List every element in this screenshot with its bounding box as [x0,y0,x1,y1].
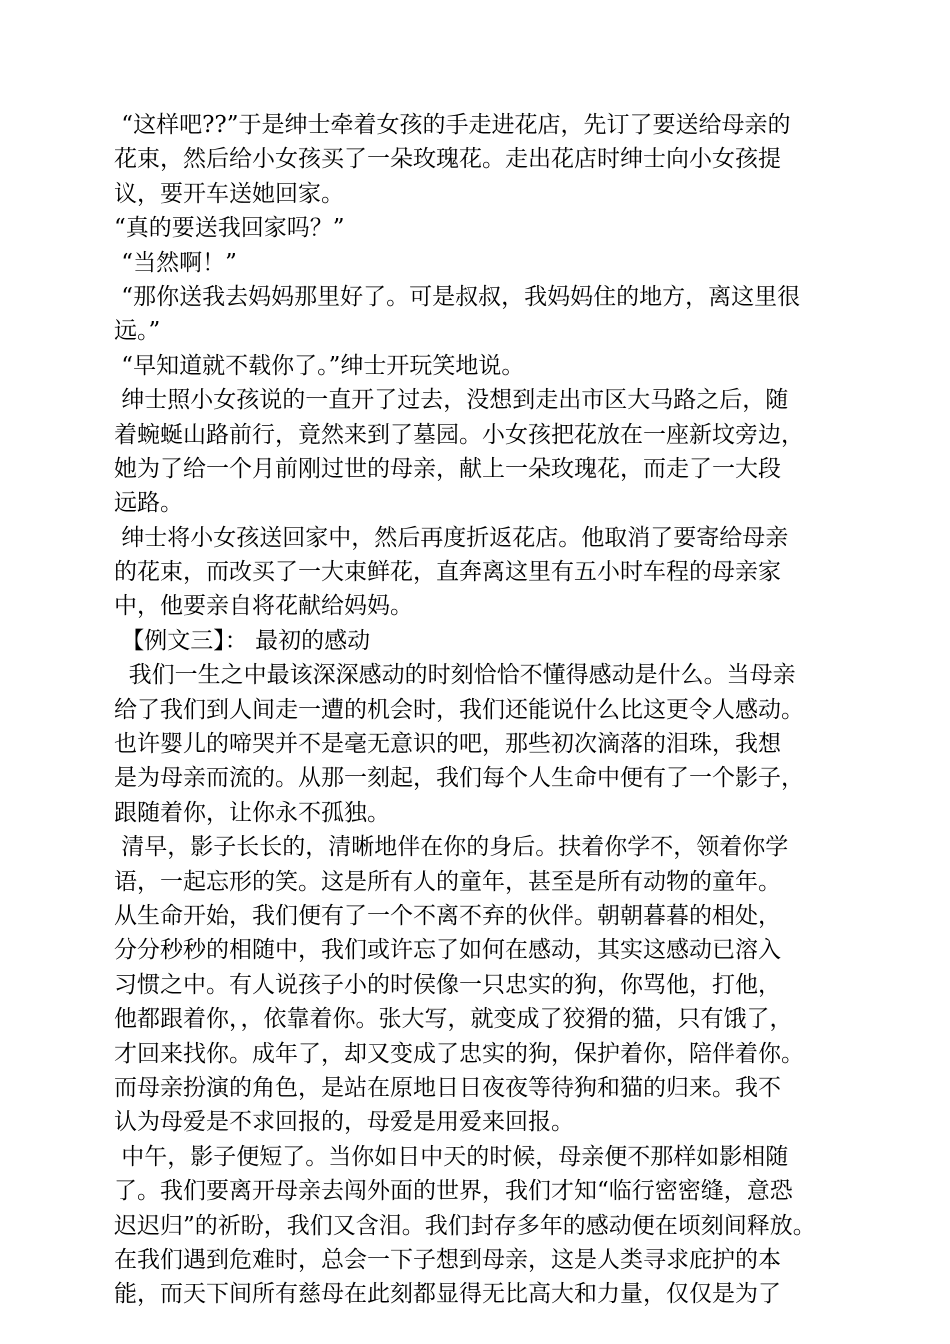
text-line: “真的要送我回家吗？” [114,215,345,242]
text-line: 而母亲扮演的角色，是站在原地日日夜夜等待狗和猫的归来。我不 [114,1074,781,1101]
text-line: 花束，然后给小女孩买了一朵玫瑰花。走出花店时绅士向小女孩提 [114,146,781,173]
text-line: 了。我们要离开母亲去闯外面的世界，我们才知“临行密密缝，意恐 [114,1178,793,1205]
text-line: 绅士照小女孩说的一直开了过去，没想到走出市区大马路之后，随 [114,387,789,414]
text-line: 给了我们到人间走一遭的机会时，我们还能说什么比这更令人感动。 [114,696,804,723]
text-line: 她为了给一个月前刚过世的母亲，献上一朵玫瑰花，而走了一大段 [114,455,781,482]
text-line: 在我们遇到危难时，总会一下子想到母亲，这是人类寻求庇护的本 [114,1246,781,1273]
text-line: 分分秒秒的相随中，我们或许忘了如何在感动，其实这感动已溶入 [114,937,781,964]
text-line: 远。” [114,318,161,345]
text-line: 才回来找你。成年了，却又变成了忠实的狗，保护着你，陪伴着你。 [114,1040,804,1067]
text-line: 议，要开车送她回家。 [114,180,344,207]
text-line: 从生命开始，我们便有了一个不离不弃的伙伴。朝朝暮暮的相处， [114,902,781,929]
text-line: “那你送我去妈妈那里好了。可是叔叔，我妈妈住的地方，离这里很 [114,283,801,310]
text-line: 绅士将小女孩送回家中，然后再度折返花店。他取消了要寄给母亲 [114,524,789,551]
text-line: “早知道就不载你了。”绅士开玩笑地说。 [114,352,525,379]
text-line: 中午，影子便短了。当你如日中天的时候，母亲便不那样如影相随 [114,1143,789,1170]
text-line: 迟迟归”的祈盼，我们又含泪。我们封存多年的感动便在顷刻间释放。 [114,1212,816,1239]
text-line: 能，而天下间所有慈母在此刻都显得无比高大和力量，仅仅是为了 [114,1281,781,1308]
text-line: 是为母亲而流的。从那一刻起，我们每个人生命中便有了一个影子， [114,765,804,792]
text-line: 清早，影子长长的，清晰地伴在你的身后。扶着你学不，领着你学 [114,834,789,861]
text-line: “这样吧??”于是绅士牵着女孩的手走进花店，先订了要送给母亲的 [114,112,791,138]
body-text [114,108,854,1312]
text-line: 认为母爱是不求回报的，母爱是用爱来回报。 [114,1109,574,1136]
text-line: 他都跟着你，，依靠着你。张大写，就变成了狡猾的猫，只有饿了， [114,1006,793,1033]
text-line: 也许婴儿的啼哭并不是毫无意识的吧，那些初次滴落的泪珠，我想 [114,731,781,758]
text-line: 习惯之中。有人说孩子小的时侯像一只忠实的狗，你骂他，打他， [114,971,781,998]
text-line: 的花束，而改买了一大束鲜花，直奔离这里有五小时车程的母亲家 [114,559,781,586]
text-line: 语，一起忘形的笑。这是所有人的童年，甚至是所有动物的童年。 [114,868,781,895]
text-line: “当然啊！” [114,249,237,276]
section-heading: 【例文三】： 最初的感动 [114,627,371,654]
text-line: 远路。 [114,490,183,517]
text-line: 跟随着你，让你永不孤独。 [114,799,390,826]
text-line: 我们一生之中最该深深感动的时刻恰恰不懂得感动是什么。当母亲 [114,662,796,689]
text-line: 着蜿蜒山路前行，竟然来到了墓园。小女孩把花放在一座新坟旁边， [114,421,804,448]
text-line: 中，他要亲自将花献给妈妈。 [114,593,413,620]
